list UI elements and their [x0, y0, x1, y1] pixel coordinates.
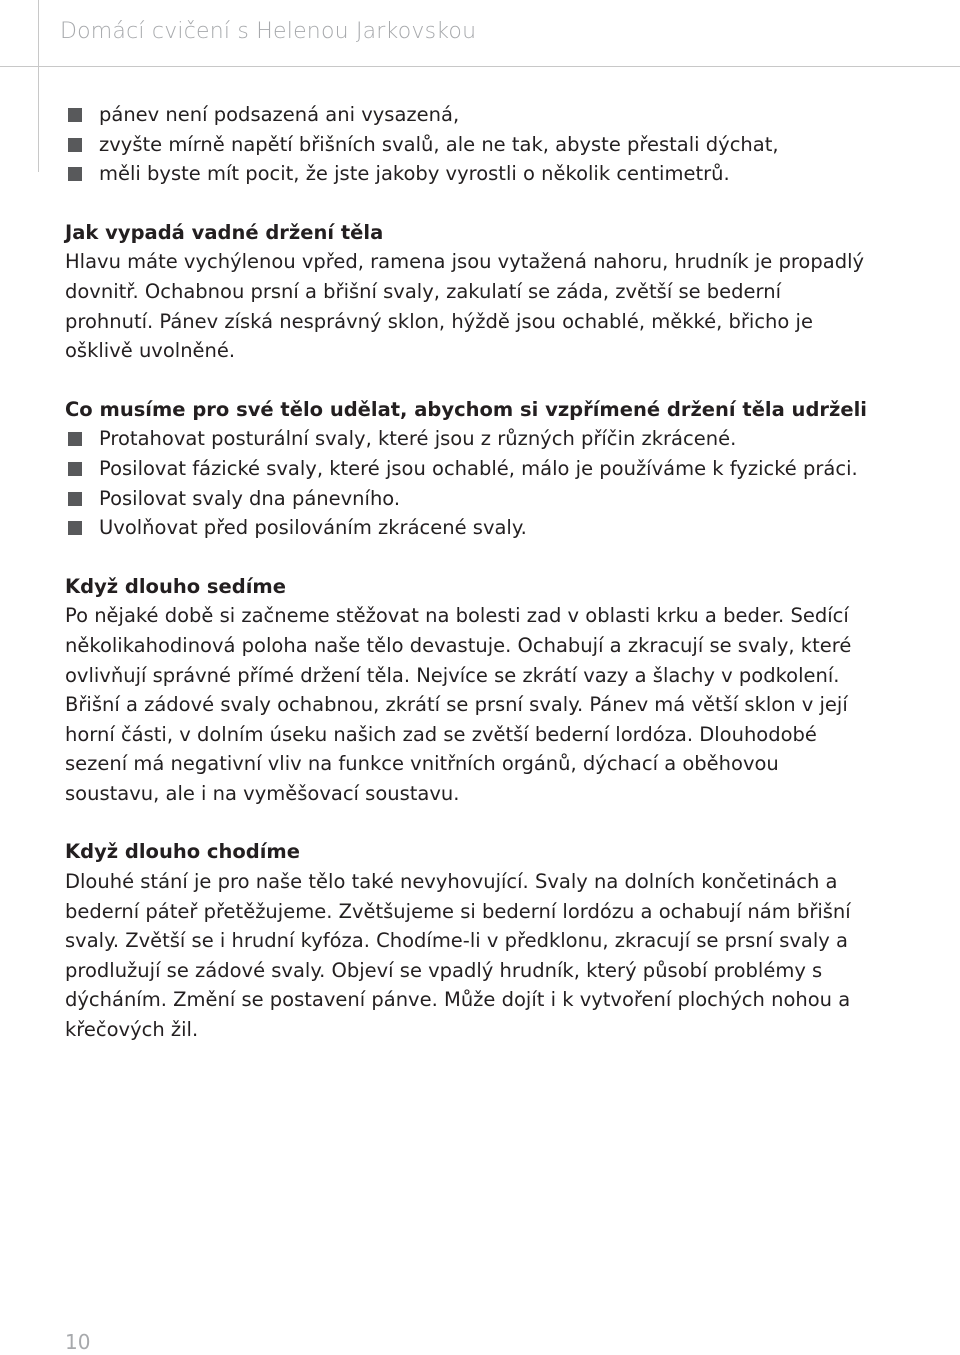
page-number: 10: [65, 1330, 91, 1354]
bullet-square-icon: [68, 138, 82, 152]
margin-rule: [38, 0, 39, 172]
section-heading: Co musíme pro své tělo udělat, abychom si vzpřímené držení těla udrželi: [65, 397, 867, 421]
bullet-square-icon: [68, 432, 82, 446]
bullet-square-icon: [68, 462, 82, 476]
header-rule: [0, 66, 960, 67]
intro-bullet-list: [65, 100, 865, 189]
running-head: Domácí cvičení s Helenou Jarkovskou: [60, 19, 477, 44]
section-body: Po nějaké době si začneme stěžovat na bolesti zad v oblasti krku a beder. Sedící několikahodinová poloha naše tělo devastuje. Ochabují a zkracují se svaly, které ovlivňují správné přímé držení těla. Nejvíce se zkrátí vazy a šlachy v podkolení. Břišní a zádové svaly ochabnou, zkrátí se prsní svaly. Pánev má větší sklon v její horní části, v dolním úseku našich zad se zvětší bederní lordóza. Dlouhodobé sezení má negativní vliv na funkce vnitřních orgánů, dýchací a oběhovou soustavu, ale i na vyměšovací soustavu.: [65, 604, 852, 805]
bullet-square-icon: [68, 521, 82, 535]
section-heading: Když dlouho chodíme: [65, 840, 300, 864]
section-heading: Jak vypadá vadné držení těla: [65, 220, 384, 244]
list-item: Posilovat fázické svaly, které jsou ochablé, málo je používáme k fyzické práci.: [65, 454, 865, 484]
bullet-square-icon: [68, 492, 82, 506]
page-content: [65, 100, 865, 1045]
list-item: Uvolňovat před posilováním zkrácené svaly.: [65, 513, 865, 543]
list-item: pánev není podsazená ani vysazená,: [65, 100, 865, 130]
section-walking: [65, 837, 865, 1044]
section-body: Dlouhé stání je pro naše tělo také nevyhovující. Svaly na dolních končetinách a bederní páteř přetěžujeme. Zvětšujeme si bederní lordózu a ochabují nám břišní svaly. Zvětší se i hrudní kyfóza. Chodíme-li v předklonu, zkracují se prsní svaly a prodlužují se zádové svaly. Objeví se vpadlý hrudník, který působí problémy s dýcháním. Změní se postavení pánve. Může dojít i k vytvoření plochých nohou a křečových žil.: [65, 870, 851, 1042]
section-heading: Když dlouho sedíme: [65, 574, 286, 598]
list-item: zvyšte mírně napětí břišních svalů, ale ne tak, abyste přestali dýchat,: [65, 130, 865, 160]
section-body: Hlavu máte vychýlenou vpřed, ramena jsou vytažená nahoru, hrudník je propadlý dovnitř. Ochabnou prsní a břišní svaly, zakulatí se záda, zvětší se bederní prohnutí. Pánev získá nesprávný sklon, hýždě jsou ochablé, měkké, břicho je ošklivě uvolněné.: [65, 250, 865, 363]
bullet-square-icon: [68, 167, 82, 181]
list-item: Posilovat svaly dna pánevního.: [65, 484, 865, 514]
section-bullet-list: [65, 424, 865, 542]
bullet-square-icon: [68, 108, 82, 122]
list-item: měli byste mít pocit, že jste jakoby vyrostli o několik centimetrů.: [65, 159, 865, 189]
list-item: Protahovat posturální svaly, které jsou z různých příčin zkrácené.: [65, 424, 865, 454]
section-sitting: [65, 572, 865, 809]
section-bad-posture: [65, 218, 865, 366]
section-what-to-do: [65, 395, 865, 543]
